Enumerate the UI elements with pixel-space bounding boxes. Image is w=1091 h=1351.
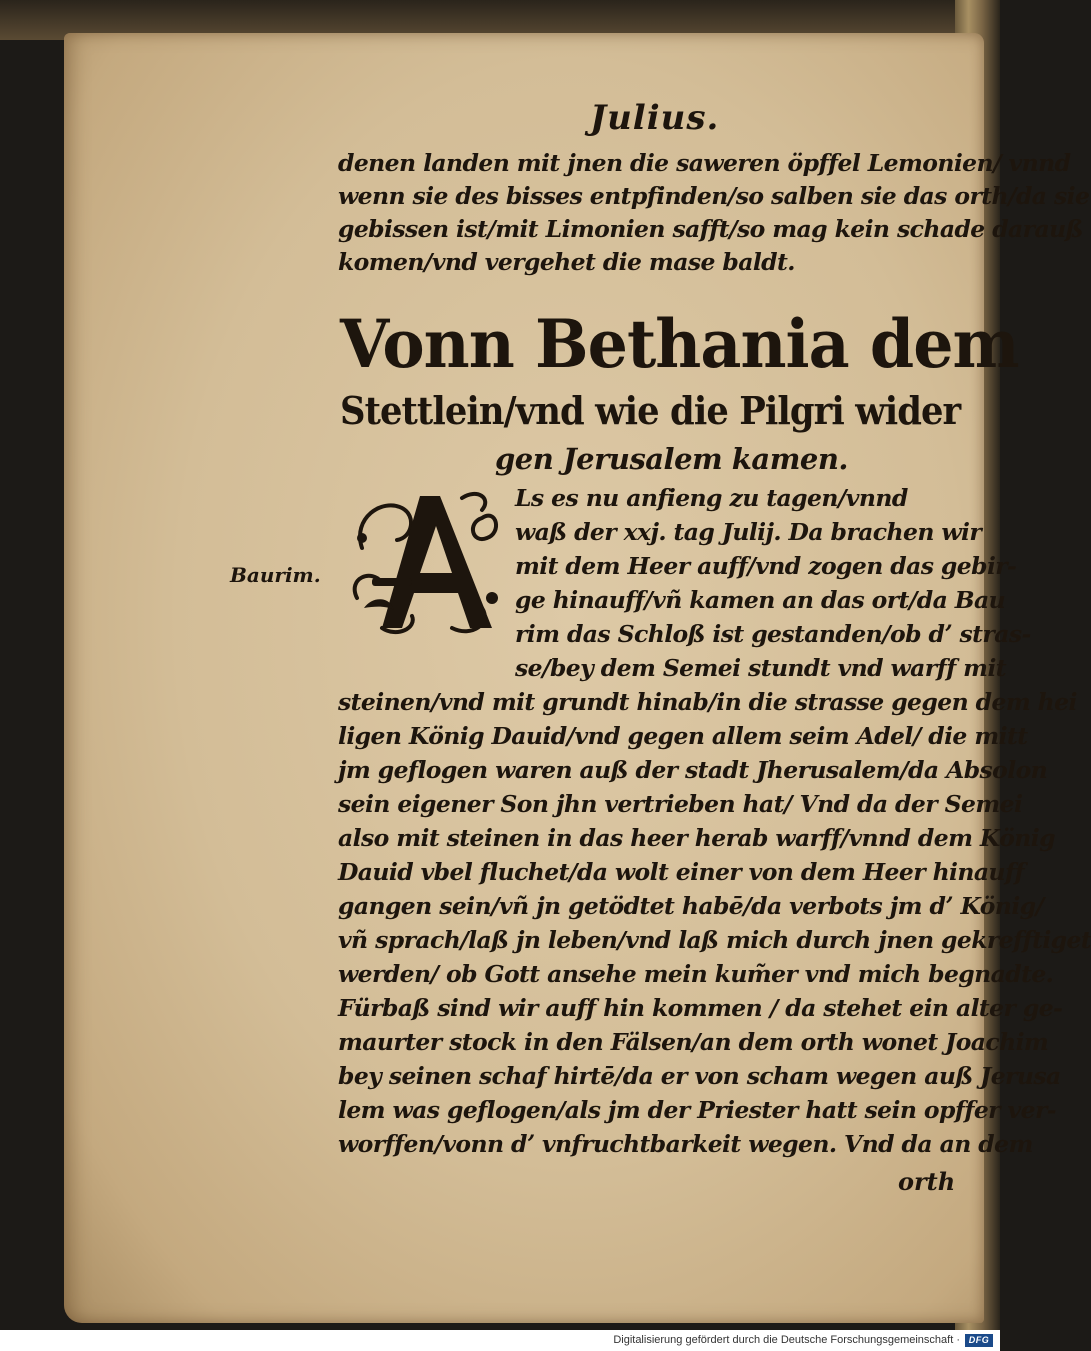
decorated-initial: [342, 478, 507, 643]
text-line: maurter stock in den Fälsen/an dem orth wonet Joachim: [338, 1028, 1049, 1056]
decorated-initial-ornament-icon: [342, 478, 507, 643]
text-line: gebissen ist/mit Limonien safft/so mag kein schade darauß: [338, 215, 1083, 243]
text-line: worffen/vonn dʼ vnfruchtbarkeit wegen. Vnd da an dem: [338, 1130, 1033, 1158]
text-line: lem was geflogen/als jm der Priester hatt sein opffer ver-: [338, 1096, 1056, 1124]
text-line: gangen sein/vñ jn getödtet habē/da verbots jm dʼ König/: [338, 892, 1044, 920]
text-line: Dauid vbel fluchet/da wolt einer von dem Heer hinauff: [338, 858, 1024, 886]
text-line: denen landen mit jnen die saweren öpffel Lemonien/ vnnd: [338, 149, 1071, 177]
text-line: ge hinauff/vñ kamen an das ort/da Bau: [515, 586, 1006, 614]
dfg-logo[interactable]: DFG: [965, 1334, 993, 1347]
text-line: Fürbaß sind wir auff hin kommen / da stehet ein alter ge-: [338, 994, 1063, 1022]
catchword: orth: [898, 1167, 956, 1196]
footer-credit: Digitalisierung gefördert durch die Deutsche Forschungsgemeinschaft ·: [613, 1334, 960, 1346]
marginal-note: Baurim.: [230, 563, 321, 587]
text-line: also mit steinen in das heer herab warff/vnnd dem König: [338, 824, 1055, 852]
running-head: Julius.: [590, 98, 720, 138]
chapter-heading-line-3: gen Jerusalem kamen.: [495, 442, 849, 476]
text-line: ligen König Dauid/vnd gegen allem seim Adel/ die mitt: [338, 722, 1028, 750]
text-line: rim das Schloß ist gestanden/ob dʼ stras-: [515, 620, 1031, 648]
text-line: wenn sie des bisses entpfinden/so salben sie das orth/da sie: [338, 182, 1090, 210]
text-line: komen/vnd vergehet die mase baldt.: [338, 248, 795, 276]
text-line: steinen/vnd mit grundt hinab/in die strasse gegen dem hei: [338, 688, 1077, 716]
text-line: vñ sprach/laß jn leben/vnd laß mich durch jnen gekrefftiget: [338, 926, 1091, 954]
text-line: sein eigener Son jhn vertrieben hat/ Vnd da der Semei: [338, 790, 1023, 818]
text-line: werden/ ob Gott ansehe mein kum̃er vnd mich begnadte.: [338, 960, 1054, 988]
text-line: Ls es nu anfieng zu tagen/vnnd: [515, 484, 908, 512]
chapter-heading-line-2: Stettlein/vnd wie die Pilgri wider: [340, 388, 961, 433]
text-line: mit dem Heer auff/vnd zogen das gebir-: [515, 552, 1017, 580]
text-line: waß der xxj. tag Julij. Da brachen wir: [515, 518, 982, 546]
text-line: bey seinen schaf hirtē/da er von scham wegen auß Jerusa: [338, 1062, 1061, 1090]
text-line: jm geflogen waren auß der stadt Jherusalem/da Absolon: [338, 756, 1048, 784]
text-line: se/bey dem Semei stundt vnd warff mit: [515, 654, 1007, 682]
chapter-heading-line-1: Vonn Bethania dem: [340, 305, 1019, 383]
